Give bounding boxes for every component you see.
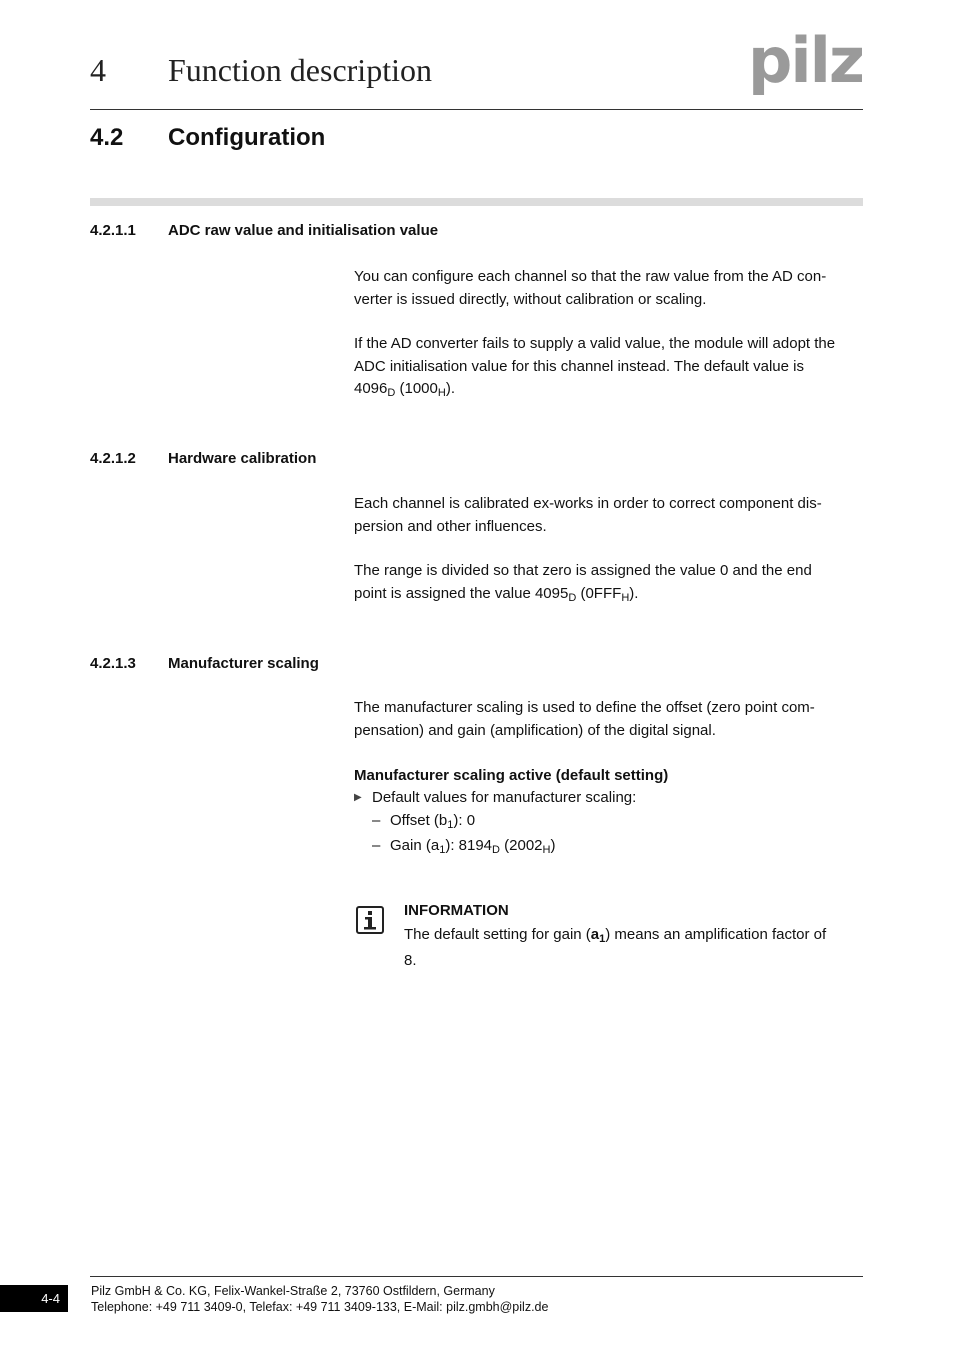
subsection-title-adc: ADC raw value and initialisation value [168, 222, 439, 239]
subsection-number-adc: 4.2.1.1 [90, 222, 136, 239]
subscript: 1 [599, 933, 606, 945]
adc-paragraph-1 [354, 266, 864, 311]
information-icon [356, 906, 384, 934]
end-value: 4095 [534, 584, 569, 602]
calibration-paragraph-1 [354, 493, 864, 538]
page-number: 4-4 [0, 1285, 68, 1312]
footer-address: Pilz GmbH & Co. KG, Felix-Wankel-Straße 2, 73760 Ostfildern, Germany [91, 1284, 495, 1298]
hex-subscript: H [437, 387, 446, 399]
section-title: Configuration [168, 124, 326, 151]
dash-bullet-icon: – [372, 812, 381, 829]
gain-item: Gain $(a_1)$: $8194_D$ $(2002_H)$ [390, 837, 556, 856]
text-span: Gain (a [390, 837, 440, 854]
information-title: INFORMATION [404, 902, 509, 919]
hex-subscript: H [621, 591, 630, 604]
offset-value: ): 0 [453, 812, 476, 829]
end-value-line: point is assigned the value $4095_D$ $(0FFF_H)$. [354, 584, 639, 604]
gain-value: ): 8194 [445, 837, 493, 854]
chapter-number: 4 [90, 52, 106, 88]
text-line: If the AD converter fails to supply a valid value, the module will adopt the [354, 335, 836, 352]
text-line: The range is divided so that zero is assigned the value 0 and the end [354, 562, 812, 579]
gain-hex: 2002 [509, 837, 543, 854]
scaling-bullet-text: Default values for manufacturer scaling: [372, 789, 637, 806]
adc-paragraph-2 [354, 333, 864, 401]
scaling-paragraph-1 [354, 697, 864, 742]
information-text [404, 922, 864, 974]
chapter-title: Function description [168, 52, 432, 88]
default-value-line: $4096_D$ $(1000_H)$. [354, 380, 455, 399]
text-span: ) means an amplification factor of [605, 926, 827, 943]
text-line: The manufacturer scaling is used to define the offset (zero point com- [354, 699, 815, 716]
subsection-title-scaling: Manufacturer scaling [168, 655, 319, 672]
hex-subscript: H [542, 844, 551, 856]
end-hex: 0FFF [585, 584, 622, 602]
header-rule [90, 109, 863, 110]
text-span: The default setting for gain ( [404, 926, 591, 943]
decimal-subscript: D [492, 844, 500, 856]
subsection-number-scaling: 4.2.1.3 [90, 655, 136, 672]
default-hex: 1000 [404, 380, 438, 397]
text-line: verter is issued directly, without calibration or scaling. [354, 290, 707, 308]
decimal-subscript: D [387, 387, 396, 399]
text-span: Offset (b [390, 812, 448, 829]
section-divider-bar [90, 198, 863, 206]
decimal-subscript: D [568, 591, 577, 604]
text-line: persion and other influences. [354, 517, 547, 535]
footer-contact: Telephone: +49 711 3409-0, Telefax: +49 711 3409-133, E-Mail: pilz.gmbh@pilz.de [91, 1300, 549, 1314]
subsection-number-calibration: 4.2.1.2 [90, 450, 136, 467]
section-number: 4.2 [90, 124, 124, 151]
text-span: point is assigned the value [354, 584, 531, 602]
scaling-active-heading: Manufacturer scaling active (default setting) [354, 767, 669, 784]
text-line: Each channel is calibrated ex-works in order to correct component dis- [354, 495, 822, 512]
text-line: ADC initialisation value for this channel instead. The default value is [354, 357, 804, 375]
calibration-paragraph-2 [354, 560, 864, 605]
subscript: 1 [447, 819, 454, 831]
subsection-title-calibration: Hardware calibration [168, 450, 317, 467]
subscript: 1 [439, 844, 446, 856]
gain-param: a [590, 926, 600, 943]
text-span: 8. [404, 952, 417, 969]
triangle-bullet-icon: ▶ [354, 792, 362, 803]
dash-bullet-icon: – [372, 837, 381, 854]
default-value: 4096 [354, 380, 388, 397]
text-line: pensation) and gain (amplification) of the digital signal. [354, 721, 716, 739]
pilz-logo: pilz [748, 24, 863, 97]
text-line: You can configure each channel so that the raw value from the AD con- [354, 268, 827, 285]
footer-rule [90, 1276, 863, 1277]
offset-item [390, 810, 475, 832]
